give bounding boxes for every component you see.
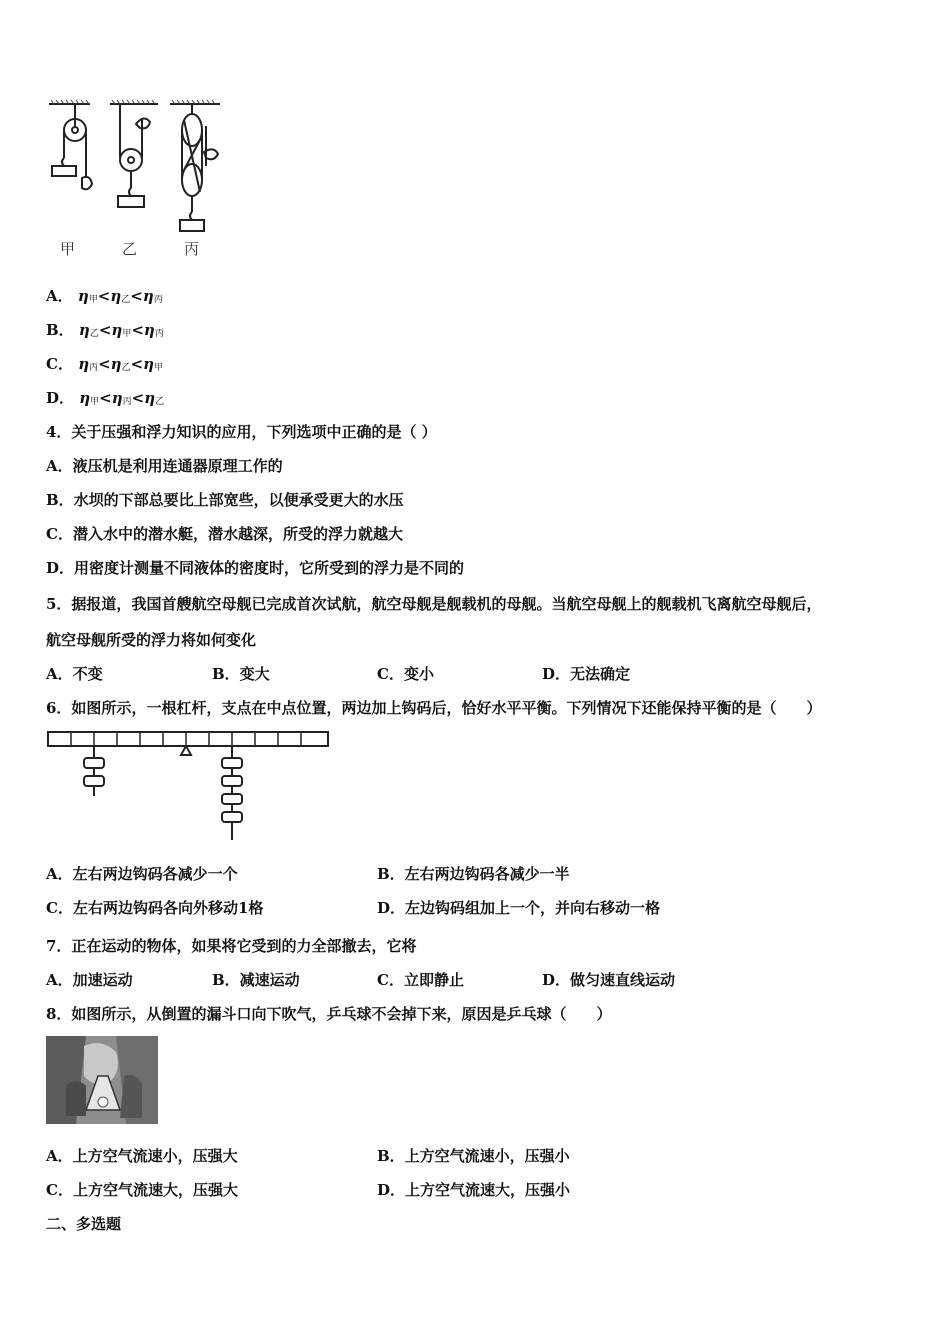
q3-option-a: A． η甲<η乙<η丙 bbox=[46, 287, 163, 305]
q4-stem: 4．关于压强和浮力知识的应用，下列选项中正确的是（ ） bbox=[46, 423, 437, 441]
funnel-photo bbox=[46, 1036, 158, 1124]
q4-option-a: A．液压机是利用连通器原理工作的 bbox=[46, 457, 283, 475]
q6-stem: 6．如图所示，一根杠杆，支点在中点位置，两边加上钩码后，恰好水平平衡。下列情况下还能保持平衡的是（ ） bbox=[46, 699, 822, 717]
q6-option-b: B．左右两边钩码各减少一半 bbox=[377, 865, 570, 883]
q7-option-d: D．做匀速直线运动 bbox=[542, 971, 676, 989]
q7-stem: 7．正在运动的物体，如果将它受到的力全部撤去，它将 bbox=[46, 937, 417, 955]
q3-option-c: C． η丙<η乙<η甲 bbox=[46, 355, 164, 373]
q8-stem: 8．如图所示，从倒置的漏斗口向下吹气，乒乓球不会掉下来，原因是乒乓球（ ） bbox=[46, 1005, 612, 1023]
q4-option-b: B．水坝的下部总要比上部宽些，以便承受更大的水压 bbox=[46, 491, 404, 509]
caption-bing: 丙 bbox=[184, 240, 200, 258]
q6-option-d: D．左边钩码组加上一个，并向右移动一格 bbox=[377, 899, 661, 917]
q7-option-a: A．加速运动 bbox=[46, 971, 133, 989]
q6-option-c: C．左右两边钩码各向外移动1格 bbox=[46, 899, 264, 917]
q7-option-b: B．减速运动 bbox=[212, 971, 300, 989]
q7-option-c: C．立即静止 bbox=[377, 971, 464, 989]
q8-option-c: C．上方空气流速大，压强大 bbox=[46, 1181, 238, 1199]
q5-stem-line1: 5．据报道，我国首艘航空母舰已完成首次试航，航空母舰是舰载机的母舰。当航空母舰上的舰载机飞离航空母舰后， bbox=[46, 595, 822, 613]
q8-option-d: D．上方空气流速大，压强小 bbox=[377, 1181, 571, 1199]
q5-option-b: B．变大 bbox=[212, 665, 270, 683]
q5-stem-line2: 航空母舰所受的浮力将如何变化 bbox=[46, 631, 257, 649]
section-2-title: 二、多选题 bbox=[46, 1215, 122, 1233]
q3-option-d: D． η甲<η丙<η乙 bbox=[46, 389, 165, 407]
option-letter: C． bbox=[46, 355, 73, 373]
q4-option-d: D．用密度计测量不同液体的密度时，它所受到的浮力是不同的 bbox=[46, 559, 465, 577]
q5-option-d: D．无法确定 bbox=[542, 665, 631, 683]
q5-option-a: A．不变 bbox=[46, 665, 103, 683]
caption-yi: 乙 bbox=[122, 240, 138, 258]
q4-option-c: C．潜入水中的潜水艇，潜水越深，所受的浮力就越大 bbox=[46, 525, 403, 543]
q5-option-c: C．变小 bbox=[377, 665, 434, 683]
q8-option-b: B．上方空气流速小，压强小 bbox=[377, 1147, 570, 1165]
lever-figure bbox=[46, 728, 332, 846]
caption-jia: 甲 bbox=[60, 240, 76, 258]
option-letter: D． bbox=[46, 389, 75, 407]
q3-option-b: B． η乙<η甲<η丙 bbox=[46, 321, 164, 339]
q8-option-a: A．上方空气流速小，压强大 bbox=[46, 1147, 238, 1165]
q6-option-a: A．左右两边钩码各减少一个 bbox=[46, 865, 238, 883]
option-letter: A． bbox=[46, 287, 73, 305]
option-letter: B． bbox=[46, 321, 74, 339]
